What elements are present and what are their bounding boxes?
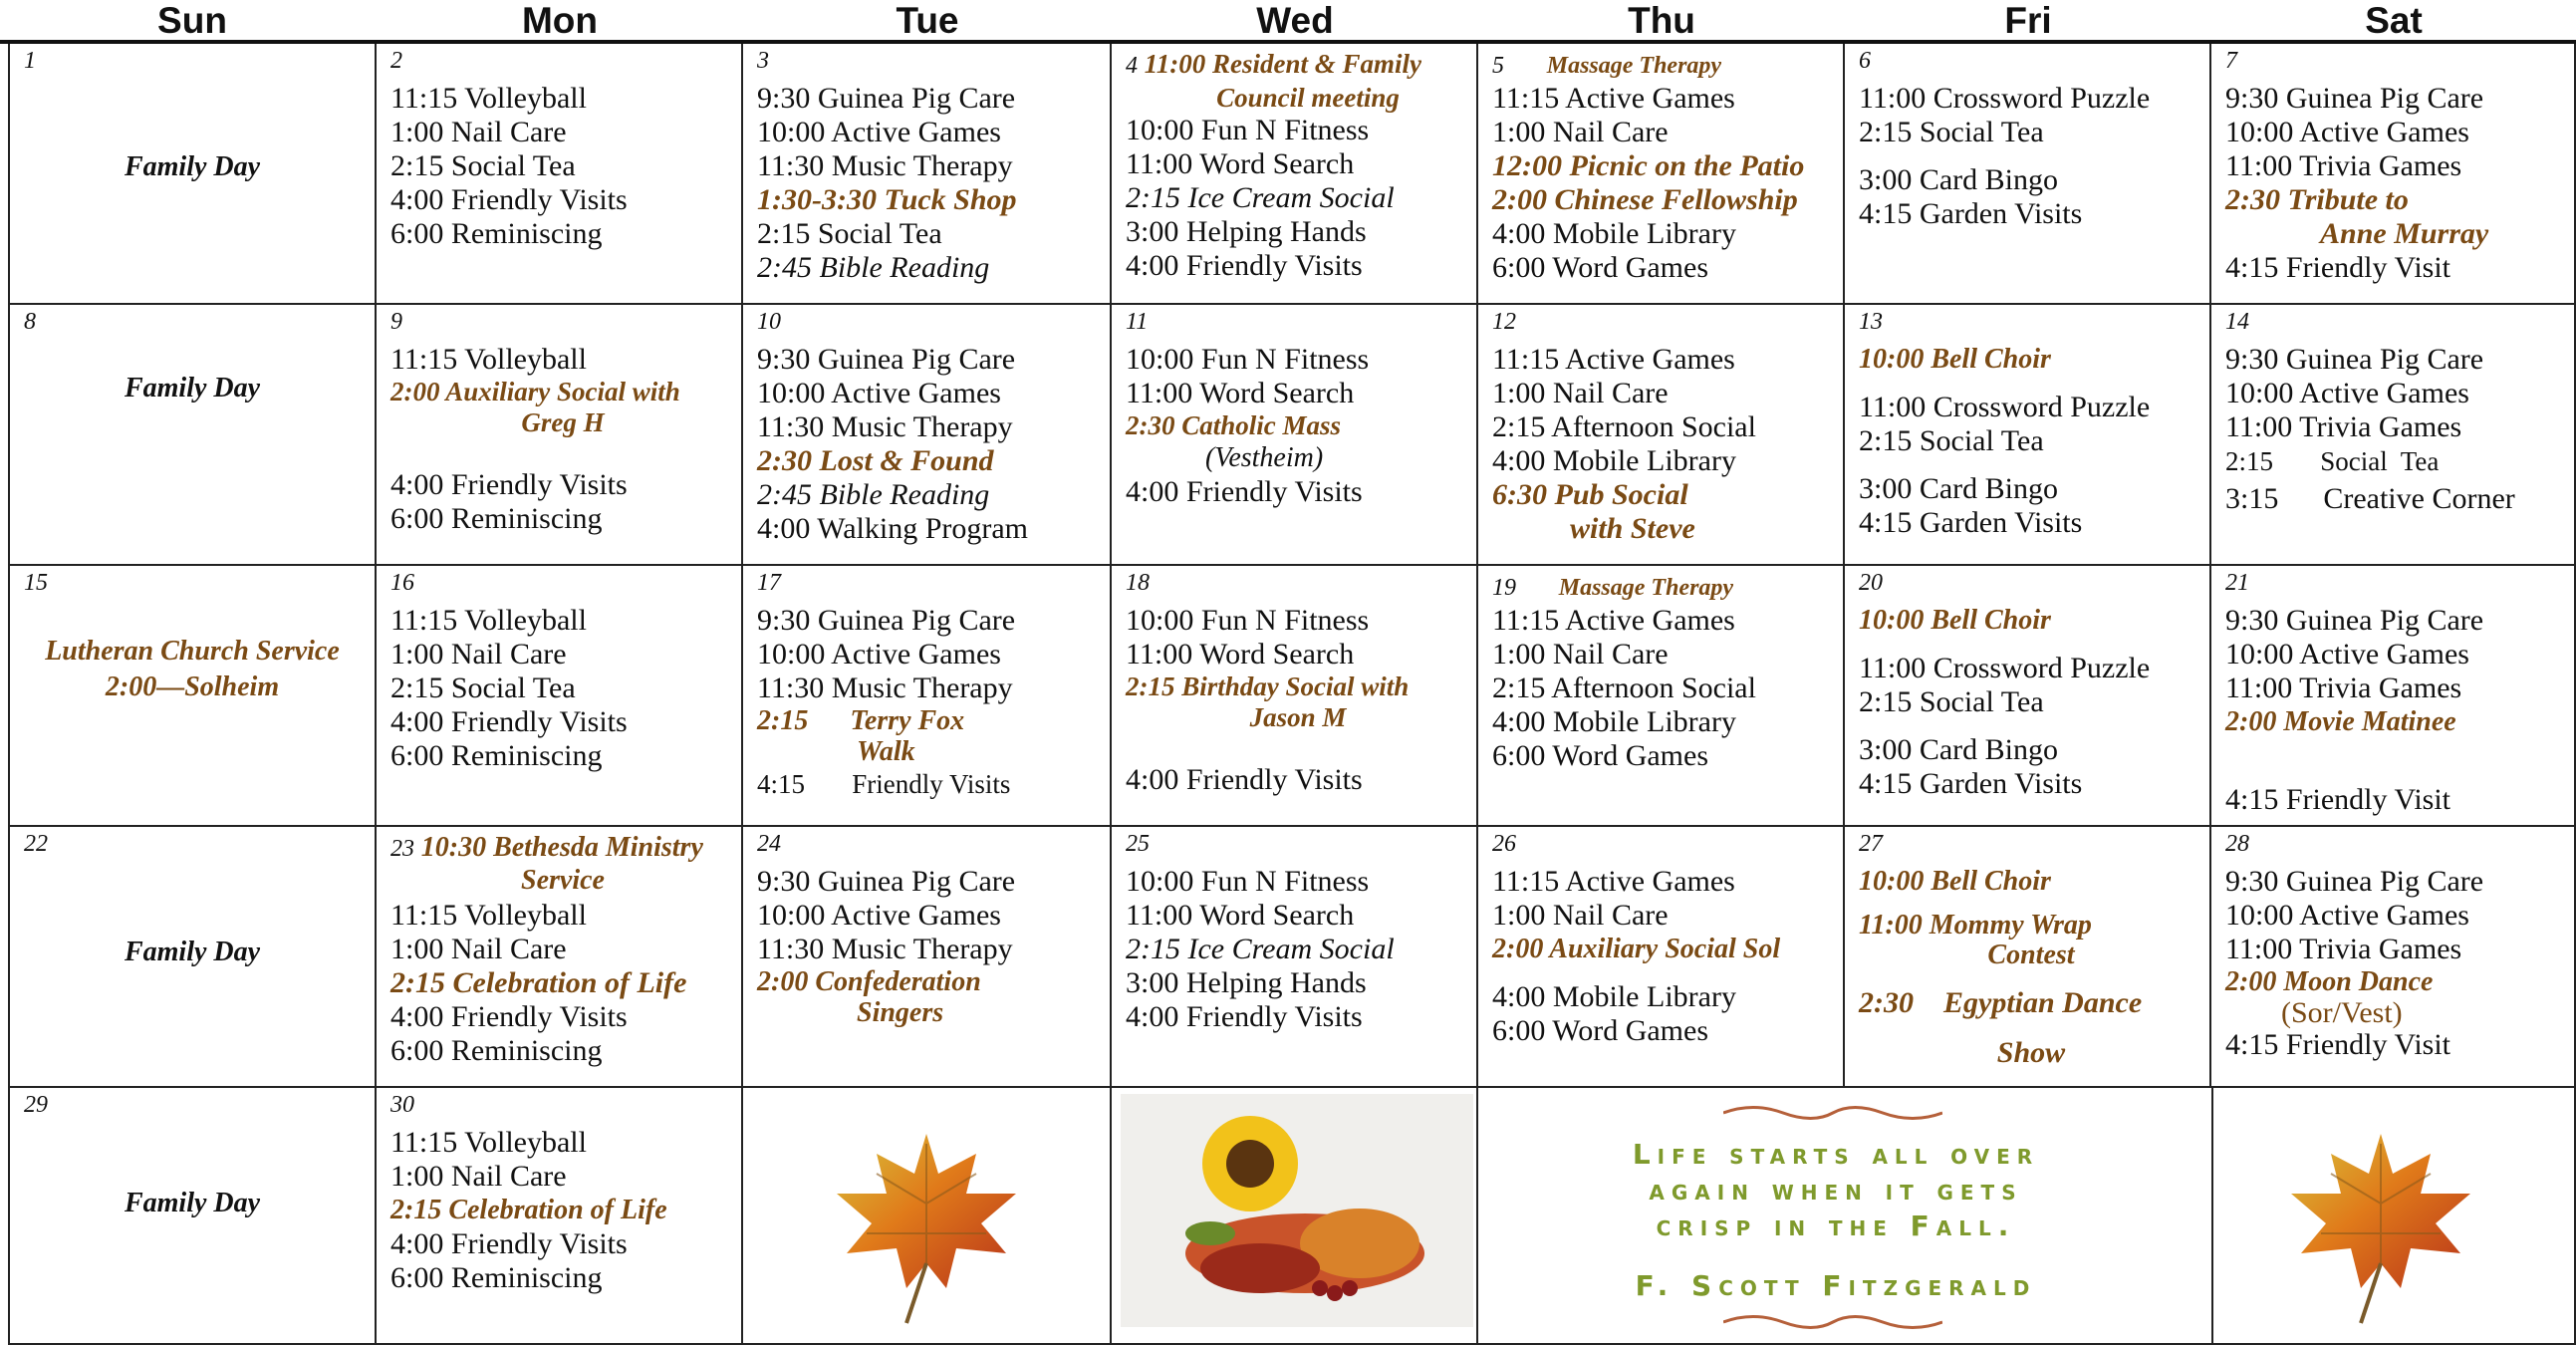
event-item: 10:00 Fun N Fitness [1126, 114, 1370, 146]
day-cell-17 [743, 566, 1112, 827]
event-item: 11:30 Music Therapy [757, 933, 1013, 965]
event-item: 3:00 Helping Hands [1126, 215, 1367, 248]
event-item: 11:30 Music Therapy [757, 149, 1013, 182]
day-number: 13 [1859, 309, 1883, 335]
event-list [390, 899, 735, 1068]
special-event: 12:00 Picnic on the Patio [1492, 149, 1805, 182]
event-item: 2:15 Social Tea [1859, 685, 2044, 718]
day-number: 6 [1859, 48, 1871, 74]
family-day-label: Family Day [124, 937, 261, 967]
event-item: 11:00 Word Search [1126, 899, 1355, 932]
event-list [757, 82, 1104, 285]
event-list [1492, 604, 1837, 773]
autumn-leaf-icon [827, 1124, 1026, 1333]
day-cell-2 [377, 44, 743, 305]
day-number: 14 [2225, 309, 2249, 335]
day-cell-23 [377, 827, 743, 1088]
event-item: 11:15 Volleyball [390, 1126, 587, 1159]
event-item: 4:15 Friendly Visit [2225, 783, 2450, 816]
event-list [2225, 82, 2568, 285]
day-cell-22 [8, 827, 377, 1088]
event-item: 4:00 Mobile Library [1492, 217, 1736, 250]
event-item: 9:30 Guinea Pig Care [2225, 82, 2484, 115]
quote-line-2: again when it gets [1649, 1174, 2023, 1207]
day-number: 30 [390, 1092, 414, 1118]
event-item: 11:00 Trivia Games [2225, 933, 2462, 965]
event-item: 10:00 Fun N Fitness [1126, 343, 1370, 376]
header-sat: Sat [2365, 0, 2423, 41]
event-item: 1:00 Nail Care [1492, 116, 1669, 148]
event-item: 10:00 Active Games [757, 116, 1001, 148]
day-number: 16 [390, 570, 414, 596]
special-event: Service [521, 865, 605, 896]
day-number: 7 [2225, 48, 2237, 74]
day-cell-30 [377, 1088, 743, 1345]
event-item: 11:15 Volleyball [390, 343, 587, 376]
weekday-header [0, 0, 2576, 44]
day-number: 4 [1126, 53, 1138, 79]
special-event: Greg H [521, 407, 605, 437]
event-item: 4:15 Garden Visits [1859, 767, 2083, 800]
event-list [757, 343, 1104, 546]
special-event: 11:00 Mommy Wrap [1859, 910, 2092, 941]
event-item: 9:30 Guinea Pig Care [757, 604, 1016, 637]
event-list [1126, 604, 1470, 797]
day-cell-16 [377, 566, 743, 827]
day-number: 1 [24, 48, 36, 74]
family-day-label: Family Day [124, 1188, 261, 1218]
day-cell-15 [8, 566, 377, 827]
header-wed: Wed [1256, 0, 1334, 41]
header-sun: Sun [157, 0, 227, 41]
special-event: 1:30-3:30 Tuck Shop [757, 183, 1017, 216]
event-item: 11:00 Word Search [1126, 638, 1355, 671]
event-item: 10:00 Active Games [2225, 638, 2469, 671]
event-list [390, 604, 735, 773]
event-item: 2:45 Bible Reading [757, 478, 990, 511]
day-cell-7 [2211, 44, 2576, 305]
event-item: 1:00 Nail Care [390, 638, 567, 671]
event-list [1492, 82, 1837, 285]
church-service-label: Lutheran Church Service [45, 636, 340, 667]
event-item: 11:30 Music Therapy [757, 410, 1013, 443]
event-item: 11:15 Active Games [1492, 343, 1735, 376]
autumn-leaf-icon [2281, 1124, 2480, 1333]
event-item: 4:00 Friendly Visits [1126, 249, 1363, 282]
event-item: 6:00 Reminiscing [390, 502, 603, 535]
special-event: 2:15 Celebration of Life [390, 966, 687, 999]
event-list [1859, 604, 2203, 801]
event-item: 2:15 Afternoon Social [1492, 672, 1756, 704]
event-item: 2:15 Social Tea [1859, 424, 2044, 457]
event-item: 4:00 Mobile Library [1492, 444, 1736, 477]
event-item: 6:00 Reminiscing [390, 1034, 603, 1067]
event-list [2225, 865, 2568, 1062]
event-item: 4:00 Friendly Visits [1126, 1000, 1363, 1033]
event-item: 3:00 Card Bingo [1859, 163, 2058, 196]
event-item: 11:15 Volleyball [390, 604, 587, 637]
special-event-heading [1126, 48, 1470, 114]
day-cell-5 [1478, 44, 1845, 305]
event-item: 1:00 Nail Care [1492, 377, 1669, 409]
event-item: 11:00 Crossword Puzzle [1859, 82, 2151, 115]
event-item: 11:00 Word Search [1126, 147, 1355, 180]
special-event: 2:00 Moon Dance [2225, 966, 2434, 997]
event-item: 10:00 Active Games [757, 638, 1001, 671]
special-event: 2:00 Movie Matinee [2225, 706, 2456, 737]
event-item: 9:30 Guinea Pig Care [2225, 604, 2484, 637]
family-day-label: Family Day [124, 373, 261, 404]
event-item: 9:30 Guinea Pig Care [757, 82, 1016, 115]
special-event: 2:30 Catholic Mass [1126, 410, 1342, 440]
event-item: 6:00 Word Games [1492, 739, 1709, 772]
event-item: 1:00 Nail Care [1492, 899, 1669, 932]
quote-line-1: Life starts all over [1632, 1138, 2040, 1171]
day-number: 26 [1492, 831, 1516, 857]
event-item: 3:00 Helping Hands [1126, 966, 1367, 999]
header-thu: Thu [1628, 0, 1695, 41]
event-list [390, 1126, 735, 1295]
event-item: 1:00 Nail Care [390, 116, 567, 148]
event-item: 4:00 Friendly Visits [390, 183, 628, 216]
event-item: 10:00 Active Games [2225, 116, 2469, 148]
special-event: 2:15 Birthday Social with [1126, 672, 1410, 701]
day-cell-21 [2211, 566, 2576, 827]
day-number: 23 [390, 836, 414, 862]
event-item: 9:30 Guinea Pig Care [2225, 343, 2484, 376]
event-item: 4:00 Friendly Visits [1126, 763, 1363, 796]
event-item: 11:15 Active Games [1492, 604, 1735, 637]
day-cell-24 [743, 827, 1112, 1088]
day-cell-29 [8, 1088, 377, 1345]
event-item: 11:15 Volleyball [390, 899, 587, 932]
ornament-flourish-icon [1723, 1102, 1942, 1124]
event-item: 10:00 Active Games [757, 899, 1001, 932]
day-number: 20 [1859, 570, 1883, 596]
event-item: 2:15 Social Tea [757, 217, 942, 250]
event-list [757, 865, 1104, 1028]
special-event: with Steve [1570, 512, 1695, 545]
day-number: 10 [757, 309, 781, 335]
event-item: 10:00 Active Games [757, 377, 1001, 409]
day-cell-14 [2211, 305, 2576, 566]
special-event: 10:00 Bell Choir [1859, 605, 2051, 636]
event-item: 11:15 Volleyball [390, 82, 587, 115]
special-event-heading [1492, 570, 1837, 604]
day-cell-18 [1112, 566, 1478, 827]
day-number: 12 [1492, 309, 1516, 335]
event-list [1126, 343, 1470, 509]
special-event: Contest [1987, 940, 2075, 970]
day-number: 19 [1492, 575, 1516, 601]
day-number: 8 [24, 309, 36, 335]
event-item: 9:30 Guinea Pig Care [2225, 865, 2484, 898]
event-item: (Vestheim) [1205, 442, 1324, 473]
event-item: 4:15 Friendly Visit [2225, 1028, 2450, 1061]
day-cell-9 [377, 305, 743, 566]
event-item: 2:15 Ice Cream Social [1126, 181, 1395, 214]
special-event: 2:00 Auxiliary Social Sol [1492, 934, 1781, 964]
event-item: 3:00 Card Bingo [1859, 733, 2058, 766]
day-number: 11 [1126, 309, 1149, 335]
event-item: 2:45 Bible Reading [757, 251, 990, 284]
day-number: 5 [1492, 53, 1504, 79]
event-item: 3:15 Creative Corner [2225, 482, 2515, 515]
event-list [1859, 343, 2203, 540]
day-number: 29 [24, 1092, 48, 1118]
special-event: Massage Therapy [1558, 575, 1734, 601]
event-item: 9:30 Guinea Pig Care [757, 343, 1016, 376]
day-number: 25 [1126, 831, 1150, 857]
day-cell-25 [1112, 827, 1478, 1088]
event-item: 2:15 Social Tea [390, 149, 576, 182]
church-service-time: 2:00—Solheim [105, 672, 280, 702]
special-event-heading [1492, 48, 1837, 82]
event-item: 6:00 Word Games [1492, 1014, 1709, 1047]
event-item: 10:00 Active Games [2225, 899, 2469, 932]
day-number: 22 [24, 831, 48, 857]
event-item: 11:00 Trivia Games [2225, 410, 2462, 443]
event-item: 4:00 Friendly Visits [390, 1227, 628, 1260]
special-event: Council meeting [1216, 83, 1400, 113]
day-cell-12 [1478, 305, 1845, 566]
special-event: 6:30 Pub Social [1492, 478, 1688, 511]
event-item: 3:00 Card Bingo [1859, 472, 2058, 505]
day-cell-6 [1845, 44, 2211, 305]
event-item: 4:15 Friendly Visit [2225, 251, 2450, 284]
day-cell-13 [1845, 305, 2211, 566]
event-item: 11:30 Music Therapy [757, 672, 1013, 704]
day-number: 15 [24, 570, 48, 596]
event-item: 11:00 Crossword Puzzle [1859, 391, 2151, 423]
special-event: 2:00 Chinese Fellowship [1492, 183, 1798, 216]
event-item: 2:15 Social Tea [1859, 116, 2044, 148]
special-event: 2:00 Auxiliary Social with [390, 377, 680, 406]
event-item: 4:15 Garden Visits [1859, 197, 2083, 230]
day-cell-3 [743, 44, 1112, 305]
event-item: 4:00 Mobile Library [1492, 705, 1736, 738]
special-event: 10:30 Bethesda Ministry [420, 832, 703, 863]
special-event: Walk [857, 736, 915, 767]
event-item: 1:00 Nail Care [390, 933, 567, 965]
event-item: 11:00 Trivia Games [2225, 149, 2462, 182]
special-event: 10:00 Bell Choir [1859, 866, 2051, 897]
event-list [390, 82, 735, 251]
day-number: 21 [2225, 570, 2249, 596]
day-number: 2 [390, 48, 402, 74]
event-item: 2:15 Afternoon Social [1492, 410, 1756, 443]
event-item: 10:00 Fun N Fitness [1126, 865, 1370, 898]
event-list [1492, 865, 1837, 1048]
day-number: 17 [757, 570, 781, 596]
special-event: 2:15 Terry Fox [757, 705, 965, 736]
event-list [390, 343, 735, 536]
day-cell-27 [1845, 827, 2211, 1088]
fall-quote [1484, 1088, 2188, 1337]
special-event-heading [390, 831, 735, 897]
day-number: 18 [1126, 570, 1150, 596]
event-location: (Sor/Vest) [2281, 996, 2403, 1029]
event-item: 1:00 Nail Care [390, 1160, 567, 1193]
event-list [2225, 343, 2568, 516]
event-list [2225, 604, 2568, 817]
header-tue: Tue [896, 0, 959, 41]
day-cell-4 [1112, 44, 1478, 305]
special-event: Massage Therapy [1546, 53, 1722, 79]
event-item: 11:00 Word Search [1126, 377, 1355, 409]
day-cell-20 [1845, 566, 2211, 827]
event-item: 6:00 Word Games [1492, 251, 1709, 284]
sunflower-bouquet-icon [1121, 1094, 1473, 1327]
quote-line-3: crisp in the Fall. [1656, 1210, 2016, 1242]
special-event: Anne Murray [2320, 217, 2489, 250]
event-item: 9:30 Guinea Pig Care [757, 865, 1016, 898]
event-item: 2:15 Social Tea [390, 672, 576, 704]
event-list [1492, 343, 1837, 546]
special-event: Jason M [1249, 702, 1347, 732]
special-event: 2:30 Egyptian Dance [1859, 986, 2143, 1019]
event-item: 11:15 Active Games [1492, 82, 1735, 115]
special-event: 2:00 Confederation [757, 966, 981, 997]
day-cell-26 [1478, 827, 1845, 1088]
day-number: 27 [1859, 831, 1883, 857]
family-day-label: Family Day [124, 151, 261, 182]
event-list [1859, 865, 2203, 1070]
day-number: 9 [390, 309, 402, 335]
day-number: 3 [757, 48, 769, 74]
day-number: 28 [2225, 831, 2249, 857]
special-event: 10:00 Bell Choir [1859, 344, 2051, 375]
event-item: 4:00 Friendly Visits [390, 705, 628, 738]
day-cell-11 [1112, 305, 1478, 566]
event-item: 10:00 Active Games [2225, 377, 2469, 409]
event-list [757, 604, 1104, 801]
event-item: 4:00 Friendly Visits [1126, 475, 1363, 508]
day-cell-1 [8, 44, 377, 305]
special-event: 11:00 Resident & Family [1144, 49, 1422, 79]
event-list [1126, 114, 1470, 283]
special-event: 2:30 Tribute to [2225, 183, 2409, 216]
header-mon: Mon [521, 0, 599, 41]
event-item: 4:00 Walking Program [757, 512, 1029, 545]
day-cell-28 [2211, 827, 2576, 1088]
special-event: 2:15 Celebration of Life [390, 1195, 667, 1225]
event-item: 4:00 Mobile Library [1492, 980, 1736, 1013]
event-item: 11:00 Trivia Games [2225, 672, 2462, 704]
special-event: Singers [857, 997, 944, 1028]
event-item: 2:15 Ice Cream Social [1126, 933, 1395, 965]
event-list [1859, 82, 2203, 231]
event-list [1126, 865, 1470, 1034]
special-event: 2:30 Lost & Found [757, 444, 994, 477]
event-item: 6:00 Reminiscing [390, 1261, 603, 1294]
event-item: 4:00 Friendly Visits [390, 468, 628, 501]
day-cell-8 [8, 305, 377, 566]
day-cell-10 [743, 305, 1112, 566]
event-item: 6:00 Reminiscing [390, 217, 603, 250]
event-item: 4:00 Friendly Visits [390, 1000, 628, 1033]
event-item: 4:15 Garden Visits [1859, 506, 2083, 539]
event-item: 2:15 Social Tea [2225, 446, 2440, 476]
special-event: Show [1996, 1036, 2066, 1069]
event-item: 1:00 Nail Care [1492, 638, 1669, 671]
ornament-flourish-icon [1723, 1311, 1942, 1333]
day-number: 24 [757, 831, 781, 857]
event-item: 11:15 Active Games [1492, 865, 1735, 898]
event-item: 10:00 Fun N Fitness [1126, 604, 1370, 637]
event-item: 11:00 Crossword Puzzle [1859, 652, 2151, 684]
quote-author: F. Scott Fitzgerald [1635, 1269, 2037, 1302]
header-fri: Fri [2004, 0, 2052, 41]
day-cell-19 [1478, 566, 1845, 827]
event-item: 6:00 Reminiscing [390, 739, 603, 772]
event-item: 4:15 Friendly Visits [757, 769, 1011, 799]
